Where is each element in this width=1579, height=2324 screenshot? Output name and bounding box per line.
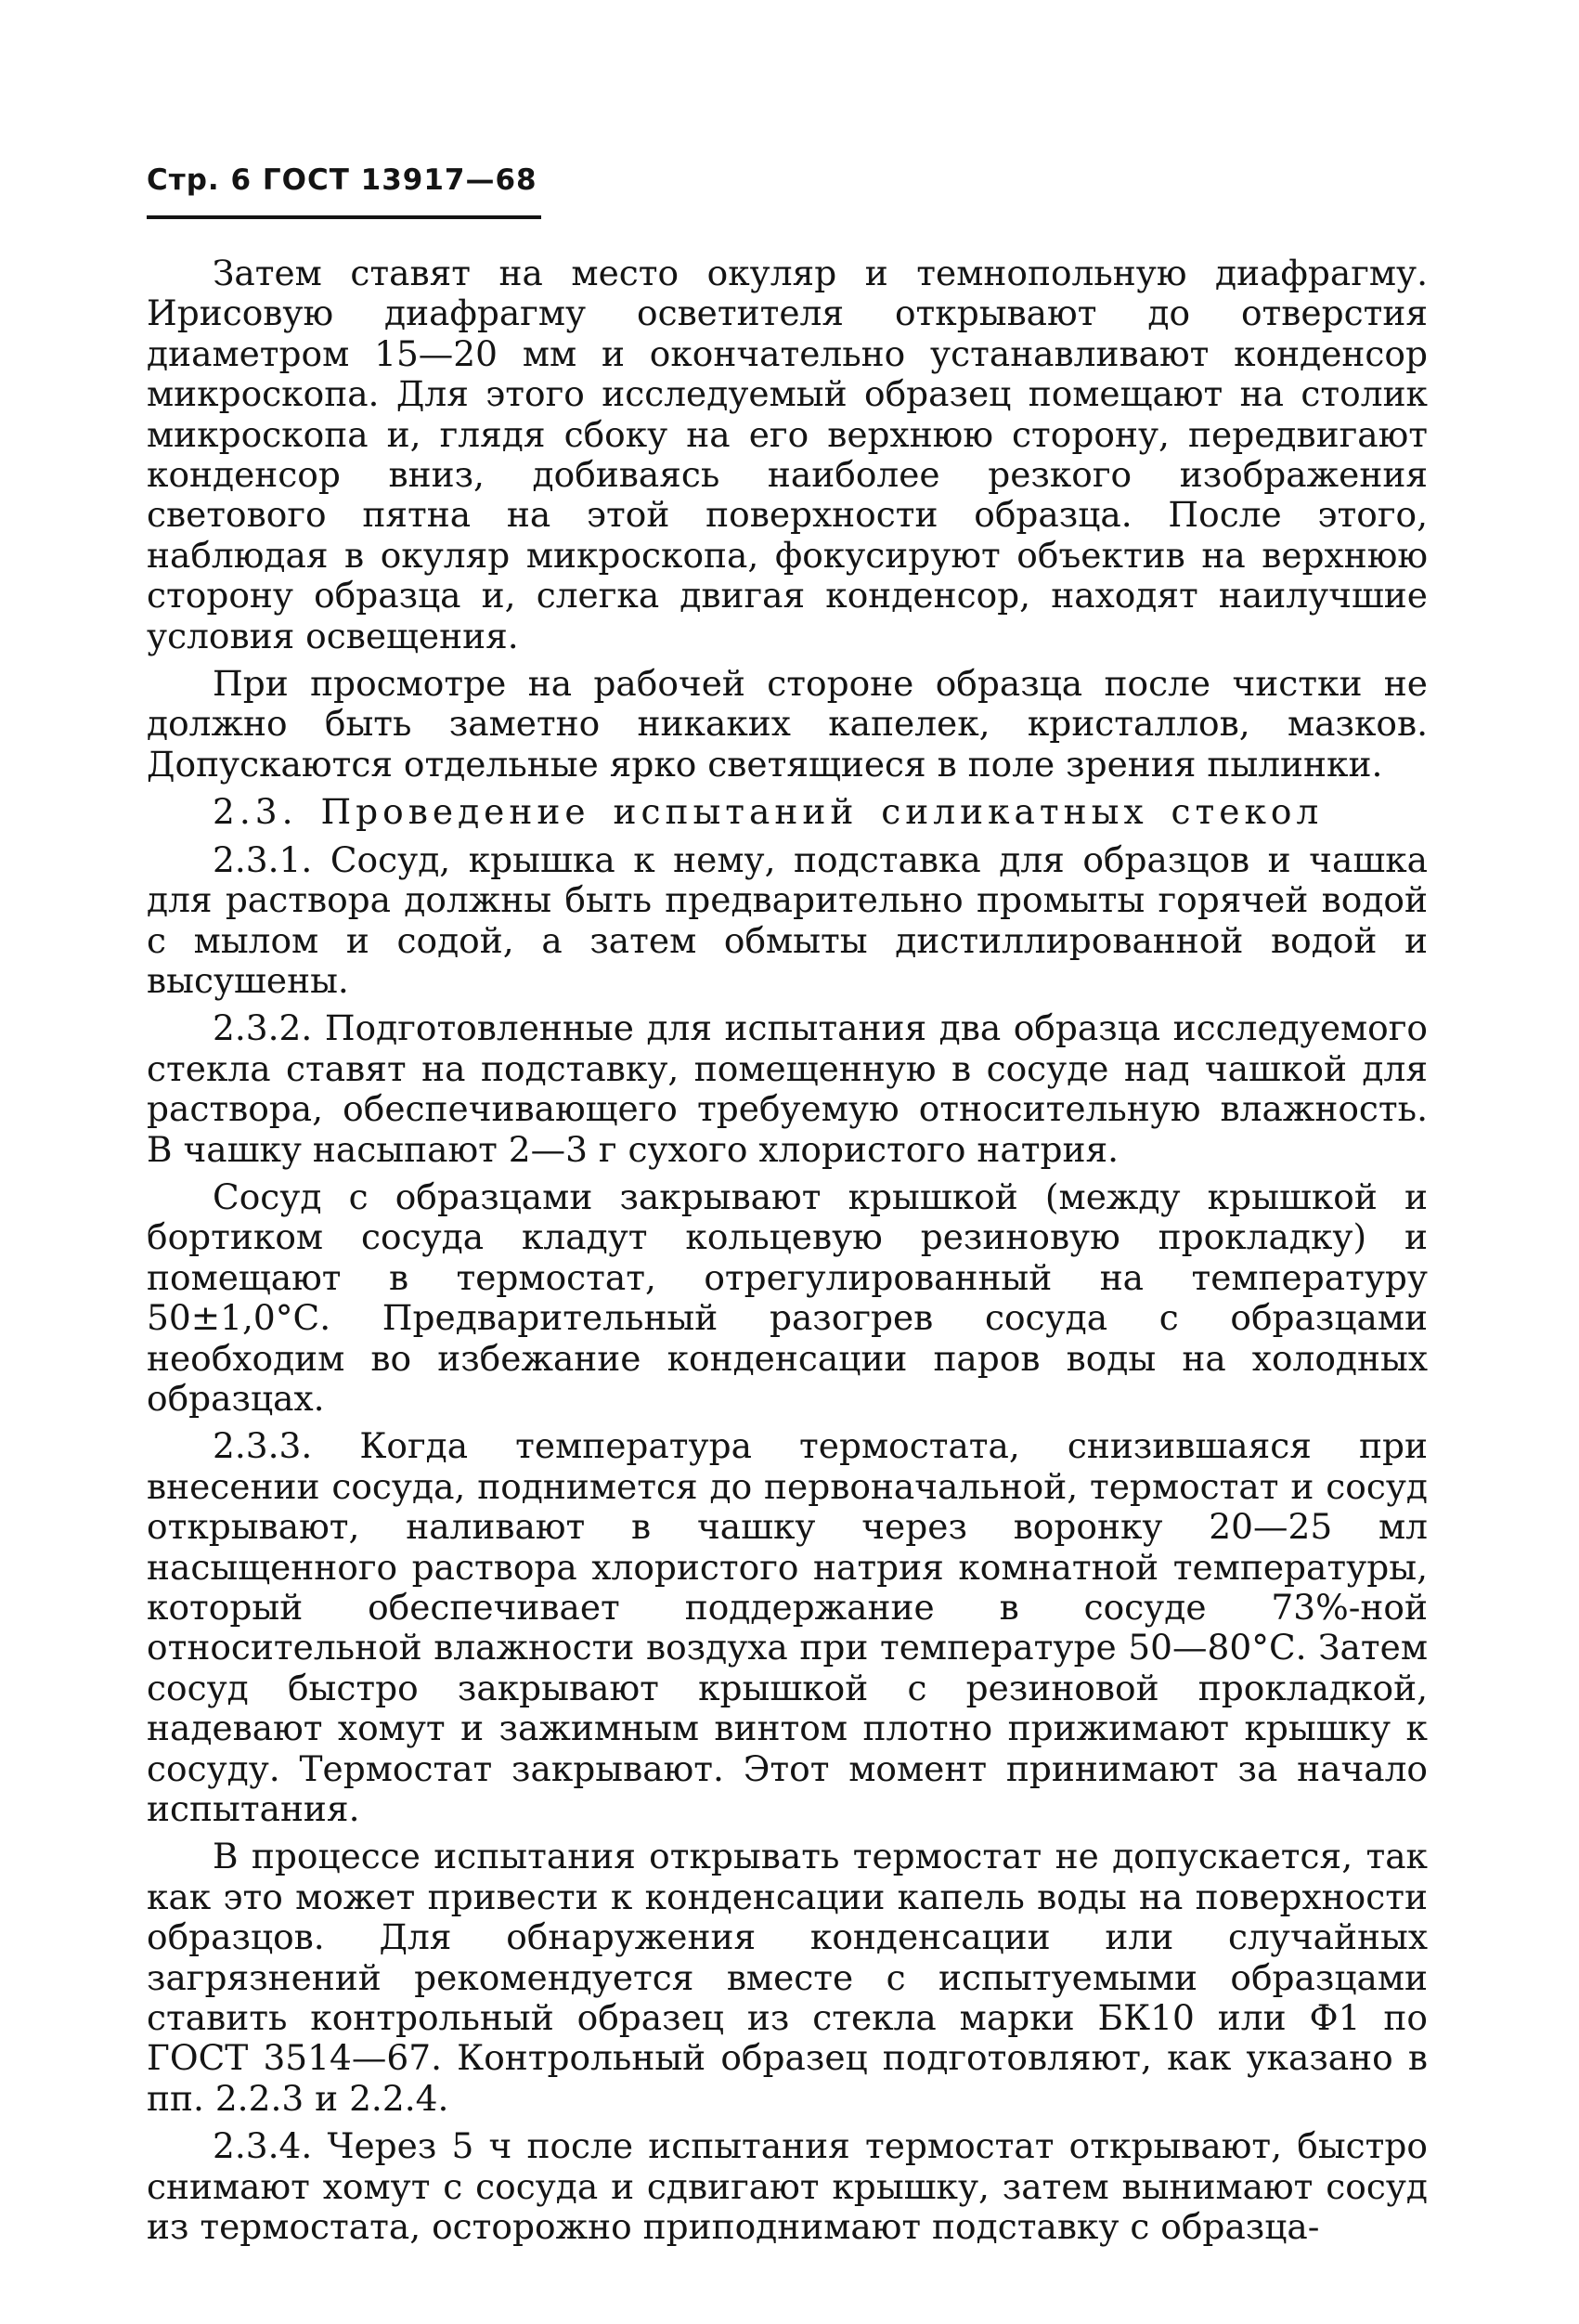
paragraph-2-3-3: 2.3.3. Когда температура термостата, снизившаяся при внесении сосуда, поднимется до первоначальной, термостат и сосуд открывают, наливают в чашку через воронку 20—25 мл насыщенного раствора хлористого натрия комнатной температуры, который обеспечивает поддержание в сосуде 73%-ной относительной влажности воздуха при температуре 50—80°С. Затем сосуд быстро закрывают крышкой с резиновой прокладкой, надевают хомут и зажимным винтом плотно прижимают крышку к сосуду. Термостат закрывают. Этот момент принимают за начало испытания. — [147, 1425, 1428, 1830]
header-rule — [147, 215, 541, 219]
paragraph-inspection: При просмотре на рабочей стороне образца после чистки не должно быть заметно никаких капелек, кристаллов, мазков. Допускаются отдельные ярко светящиеся в поле зрения пылинки. — [147, 663, 1428, 785]
paragraph-2-3-2: 2.3.2. Подготовленные для испытания два образца исследуемого стекла ставят на подставку, помещенную в сосуде над чашкой для раствора, обеспечивающего требуемую относительную влажность. В чашку насыпают 2—3 г сухого хлористого натрия. — [147, 1007, 1428, 1170]
paragraph-control-sample: В процессе испытания открывать термостат не допускается, так как это может привести к конденсации капель воды на поверхности образцов. Для обнаружения конденсации или случайных загрязнений рекомендуется вместе с испытуемыми образцами ставить контрольный образец из стекла марки БК10 или Ф1 по ГОСТ 3514—67. Контрольный образец подготовляют, как указано в пп. 2.2.3 и 2.2.4. — [147, 1836, 1428, 2119]
section-heading-2-3: 2.3. Проведение испытаний силикатных стекол — [213, 791, 1324, 833]
paragraph-microscope-setup: Затем ставят на место окуляр и темнопольную диафрагму. Ирисовую диафрагму осветителя открывают до отверстия диаметром 15—20 мм и окончательно устанавливают конденсор микроскопа. Для этого исследуемый образец помещают на столик микроскопа и, глядя сбоку на его верхнюю сторону, передвигают конденсор вниз, добиваясь наиболее резкого изображения светового пятна на этой поверхности образца. После этого, наблюдая в окуляр микроскопа, фокусируют объектив на верхнюю сторону образца и, слегка двигая конденсор, находят наилучшие условия освещения. — [147, 253, 1428, 656]
standard-title: ГОСТ 13917—68 — [262, 163, 537, 197]
page-header — [147, 163, 537, 197]
document-body — [147, 253, 1428, 2248]
paragraph-2-3-1: 2.3.1. Сосуд, крышка к нему, подставка для образцов и чашка для раствора должны быть предварительно промыты горячей водой с мылом и содой, а затем обмыты дистиллированной водой и высушены. — [147, 838, 1428, 1001]
page-number: Стр. 6 — [147, 163, 252, 197]
paragraph-vessel-closing: Сосуд с образцами закрывают крышкой (между крышкой и бортиком сосуда кладут кольцевую резиновую прокладку) и помещают в термостат, отрегулированный на температуру 50±1,0°С. Предварительный разогрев сосуда с образцами необходим во избежание конденсации паров воды на холодных образцах. — [147, 1175, 1428, 1419]
paragraph-2-3-4: 2.3.4. Через 5 ч после испытания термостат открывают, быстро снимают хомут с сосуда и сдвигают крышку, затем вынимают сосуд из термостата, осторожно приподнимают подставку с образца- — [147, 2125, 1428, 2248]
